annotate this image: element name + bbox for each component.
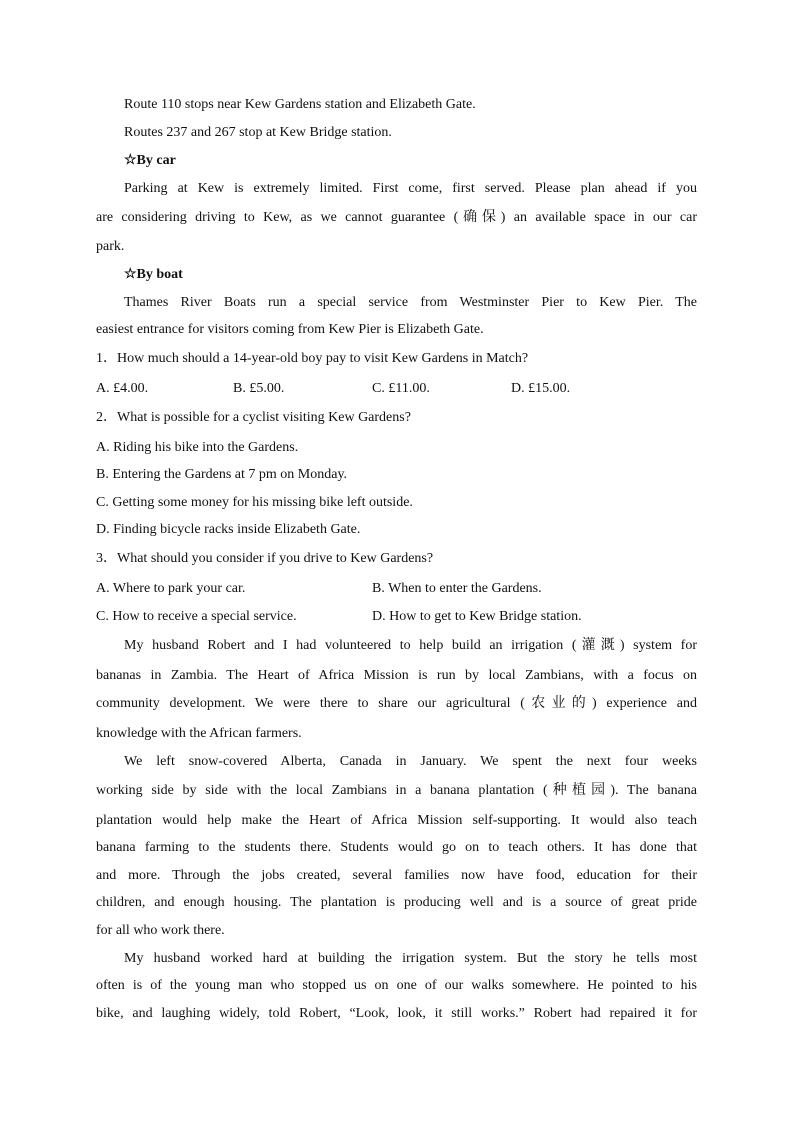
question-3-option-c: C. How to receive a special service. xyxy=(96,609,297,624)
passage-b-para1-line: bananas in Zambia. The Heart of Africa Mission is run by local Zambians, with a focus on xyxy=(96,668,697,683)
passage-b-para2-line: banana farming to the students there. Students would go on to teach others. It has done that xyxy=(96,840,697,855)
question-2-stem: 2．What is possible for a cyclist visiting Kew Gardens? xyxy=(96,410,411,425)
passage-b-para1-line: knowledge with the African farmers. xyxy=(96,726,302,741)
question-2-option-d: D. Finding bicycle racks inside Elizabeth Gate. xyxy=(96,522,361,537)
by-car-heading: ☆By car xyxy=(124,153,176,168)
question-2-option-a: A. Riding his bike into the Gardens. xyxy=(96,440,299,455)
question-3-stem: 3．What should you consider if you drive to Kew Gardens? xyxy=(96,551,434,566)
question-3-option-b: B. When to enter the Gardens. xyxy=(372,581,542,596)
passage-b-para3-line: often is of the young man who stopped us on one of our walks somewhere. He pointed to his xyxy=(96,978,697,993)
passage-b-para2-line: working side by side with the local Zambians in a banana plantation (种植园). The banana xyxy=(96,783,697,798)
question-3-option-a: A. Where to park your car. xyxy=(96,581,246,596)
bus-routes-237-267-line: Routes 237 and 267 stop at Kew Bridge station. xyxy=(124,125,392,140)
question-2-option-b: B. Entering the Gardens at 7 pm on Monday. xyxy=(96,467,348,482)
bus-route-110-line: Route 110 stops near Kew Gardens station and Elizabeth Gate. xyxy=(124,97,476,112)
question-1-stem: 1．How much should a 14-year-old boy pay to visit Kew Gardens in Match? xyxy=(96,351,529,366)
passage-b-para1-line: My husband Robert and I had volunteered to help build an irrigation (灌溉) system for xyxy=(124,638,697,653)
passage-b-para2-line: and more. Through the jobs created, several families now have food, education for their xyxy=(96,868,697,883)
question-1-option-b: B. £5.00. xyxy=(233,381,285,396)
passage-b-para3-line: My husband worked hard at building the irrigation system. But the story he tells most xyxy=(124,951,697,966)
question-3-option-d: D. How to get to Kew Bridge station. xyxy=(372,609,582,624)
car-paragraph-line: are considering driving to Kew, as we cannot guarantee (确保) an available space in our car xyxy=(96,210,697,225)
question-1-option-d: D. £15.00. xyxy=(511,381,571,396)
passage-b-para2-line: plantation would help make the Heart of Africa Mission self-supporting. It would also teach xyxy=(96,813,697,828)
passage-b-para2-line: for all who work there. xyxy=(96,923,225,938)
boat-paragraph-line: easiest entrance for visitors coming from Kew Pier is Elizabeth Gate. xyxy=(96,322,484,337)
car-paragraph-line: park. xyxy=(96,239,125,254)
car-paragraph-line: Parking at Kew is extremely limited. First come, first served. Please plan ahead if you xyxy=(124,181,697,196)
by-boat-heading: ☆By boat xyxy=(124,267,183,282)
question-2-option-c: C. Getting some money for his missing bike left outside. xyxy=(96,495,413,510)
passage-b-para3-line: bike, and laughing widely, told Robert, “Look, look, it still works.” Robert had repaired it for xyxy=(96,1006,697,1021)
question-1-option-c: C. £11.00. xyxy=(372,381,430,396)
passage-b-para2-line: We left snow-covered Alberta, Canada in January. We spent the next four weeks xyxy=(124,754,697,769)
boat-paragraph-line: Thames River Boats run a special service from Westminster Pier to Kew Pier. The xyxy=(124,295,697,310)
passage-b-para2-line: children, and enough housing. The plantation is producing well and is a source of great pride xyxy=(96,895,697,910)
question-1-option-a: A. £4.00. xyxy=(96,381,149,396)
passage-b-para1-line: community development. We were there to share our agricultural (农业的) experience and xyxy=(96,696,697,711)
